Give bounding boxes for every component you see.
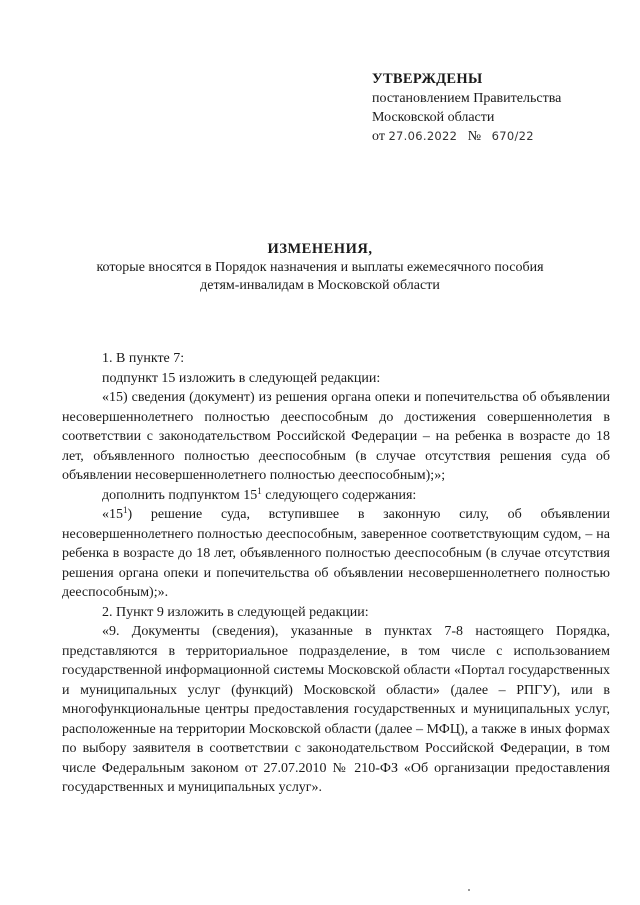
approval-stamp	[372, 70, 622, 146]
approval-date: 27.06.2022	[388, 129, 458, 143]
text-run: ) решение суда, вступившее в законную силу, об объявлении несовершеннолетнего полностью дееспособным, заверенное соответствующим судом, – на ребенка в возрасте до 18 лет, объявленного полностью дееспособным (в случае отсутствия решения органа опеки и попечительства об объявлении несовершеннолетнего полностью дееспособным);».	[62, 507, 610, 600]
document-subtitle-line-1: которые вносятся в Порядок назначения и выплаты ежемесячного пособия	[96, 260, 544, 275]
date-prefix: от	[372, 129, 385, 144]
text-run: дополнить подпунктом 15	[102, 487, 258, 503]
text-run: «15	[102, 507, 123, 522]
paragraph-subitem-15-intro: подпункт 15 изложить в следующей редакции:	[102, 370, 381, 386]
paragraph-item-9-text: «9. Документы (сведения), указанные в пунктах 7-8 настоящего Порядка, представляются в территориальное подразделение, в том числе с использованием государственной информационной системы Московской области «Портал государственных и муниципальных услуг (функций) Московской области» (далее – РПГУ), или в многофункциональные центры предоставления государственных и муниципальных услуг, расположенные на территории Московской области (далее – МФЦ), а также в иных формах по выбору заявителя в соответствии с законодательством Российской Федерации, в том числе Федеральным законом от 27.07.2010 № 210-ФЗ «Об организации предоставления государственных и муниципальных услуг».	[62, 624, 610, 795]
approval-heading: УТВЕРЖДЕНЫ	[372, 71, 483, 87]
approval-date-line	[372, 127, 622, 146]
superscript: 1	[257, 485, 262, 496]
approval-line-region: Московской области	[372, 110, 495, 125]
paragraph-subitem-15-text: «15) сведения (документ) из решения органа опеки и попечительства об объявлении несовершеннолетнего полностью дееспособным до достижения совершеннолетия в соответствии с законодательством Российской Федерации – на ребенка в возрасте до 18 лет, объявленного полностью дееспособным (в случае отсутствия решения суда об объявлении несовершеннолетнего полностью дееспособным);»;	[62, 390, 610, 483]
document-title-block	[60, 240, 580, 295]
document-title: ИЗМЕНЕНИЯ,	[267, 241, 373, 257]
text-run: следующего содержания:	[261, 487, 417, 503]
paragraph-item-1: 1. В пункте 7:	[102, 351, 185, 366]
paragraph-item-2: 2. Пункт 9 изложить в следующей редакции:	[102, 604, 369, 620]
superscript: 1	[123, 505, 128, 515]
document-body	[62, 349, 610, 798]
paragraph-subitem-15-1-text	[62, 505, 610, 603]
number-sign: №	[467, 129, 482, 144]
paragraph-subitem-15-1-intro	[62, 486, 610, 506]
scan-speck	[468, 889, 470, 891]
approval-line-government: постановлением Правительства	[372, 91, 562, 106]
approval-number: 670/22	[491, 129, 534, 143]
document-subtitle-line-2: детям-инвалидам в Московской области	[200, 278, 440, 293]
